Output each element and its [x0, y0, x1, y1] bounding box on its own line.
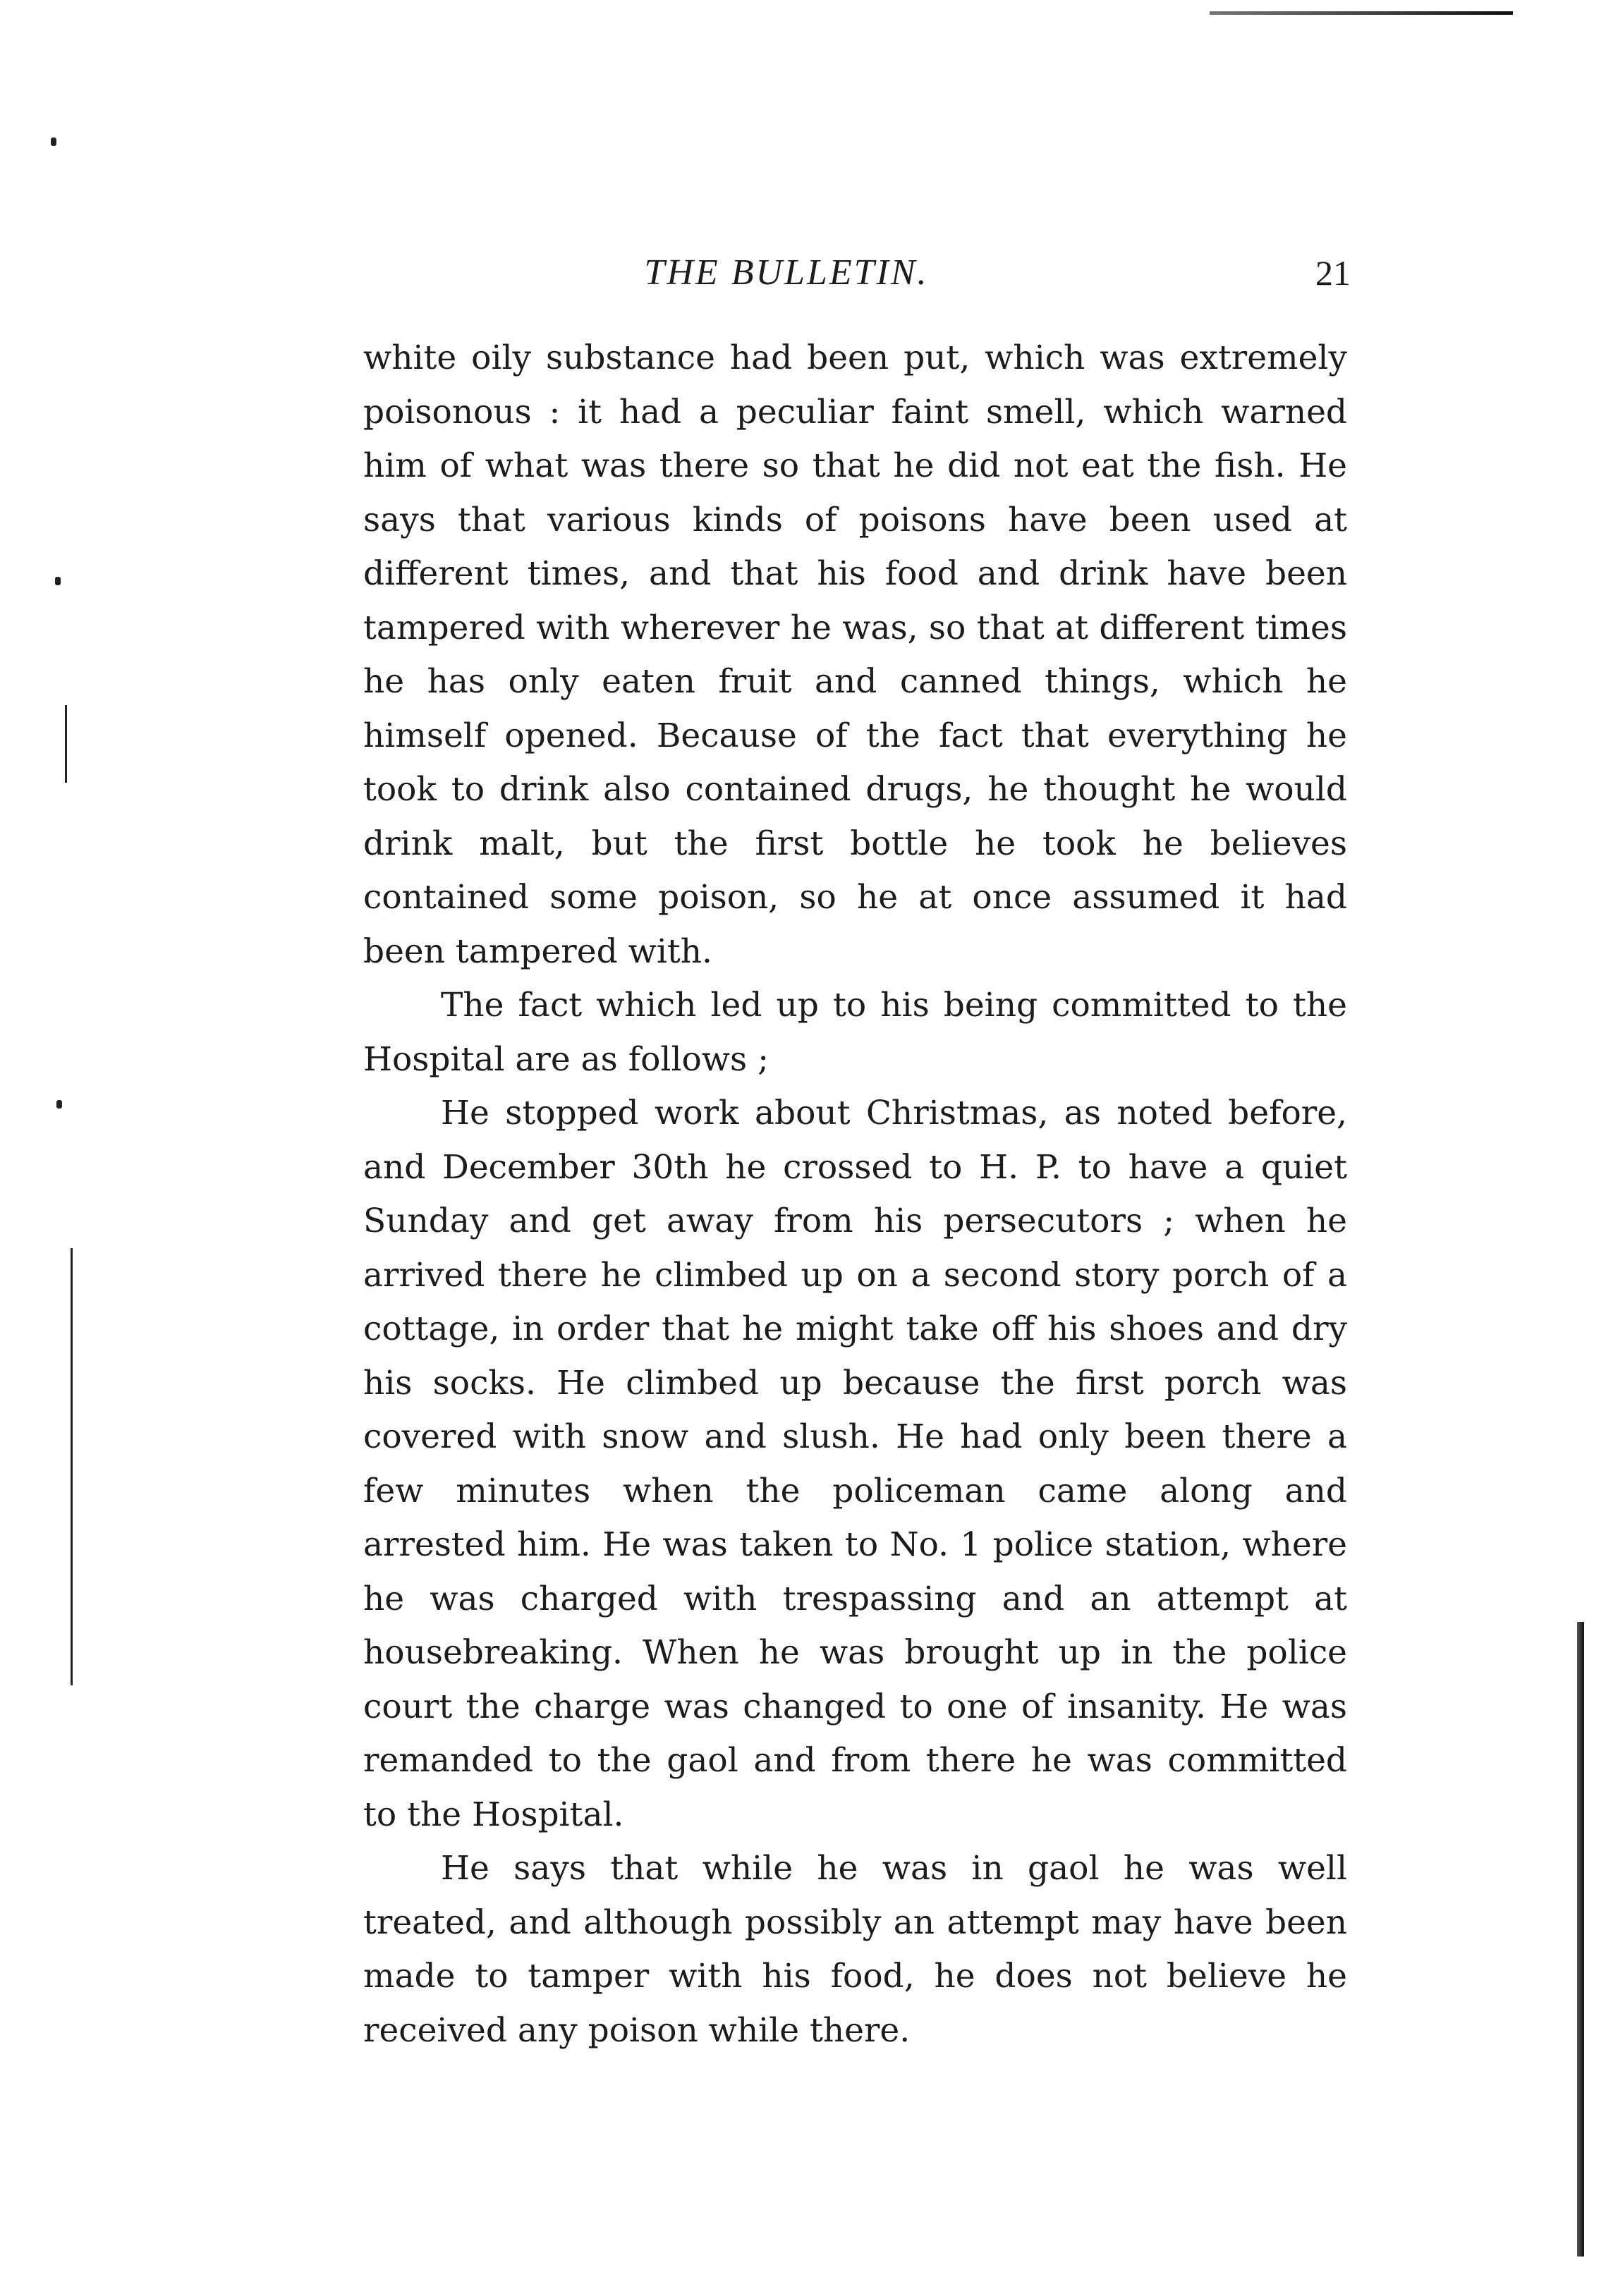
scan-speck	[56, 1100, 62, 1109]
paragraph: The fact which led up to his being committed to the Hospital are as follows ;	[363, 986, 1347, 1079]
paragraph: He says that while he was in gaol he was well treated, and although possibly an attempt may have been made to tamper with his food, he does not believe he received any poison while there.	[363, 1849, 1347, 2050]
scan-rule-artifact	[1210, 11, 1513, 15]
paragraph: white oily substance had been put, which was extremely poisonous : it had a peculiar faint smell, which warned him of what was there so that he did not eat the fish. He says that various kinds of poisons have been used at different times, and that his food and drink have been tampered with wherever he was, so that at different times he has only eaten fruit and canned things, which he himself opened. Because of the fact that everything he took to drink also contained drugs, he thought he would drink malt, but the first bottle he took he believes contained some poison, so he at once assumed it had been tampered with.	[363, 338, 1347, 971]
paragraph: He stopped work about Christmas, as noted before, and December 30th he crossed to H. P. to have a quiet Sunday and get away from his persecutors ; when he arrived there he climbed up on a second story porch of a cottage, in order that he might take off his shoes and dry his socks. He climbed up because the first porch was covered with snow and slush. He had only been there a few minutes when the policeman came along and arrested him. He was taken to No. 1 police station, where he was charged with trespassing and an attempt at housebreaking. When he was brought up in the police court the charge was changed to one of insanity. He was remanded to the gaol and from there he was committed to the Hospital.	[363, 1094, 1347, 1834]
page-number: 21	[1315, 253, 1351, 293]
running-head: THE BULLETIN.	[644, 252, 929, 293]
scan-edge-artifact	[1577, 1622, 1584, 2257]
scan-speck	[55, 577, 61, 585]
scan-speck	[51, 138, 56, 146]
page-header	[363, 248, 1351, 298]
scan-edge-artifact	[65, 705, 67, 783]
scan-edge-artifact	[71, 1248, 73, 1685]
body-text	[363, 331, 1347, 2058]
